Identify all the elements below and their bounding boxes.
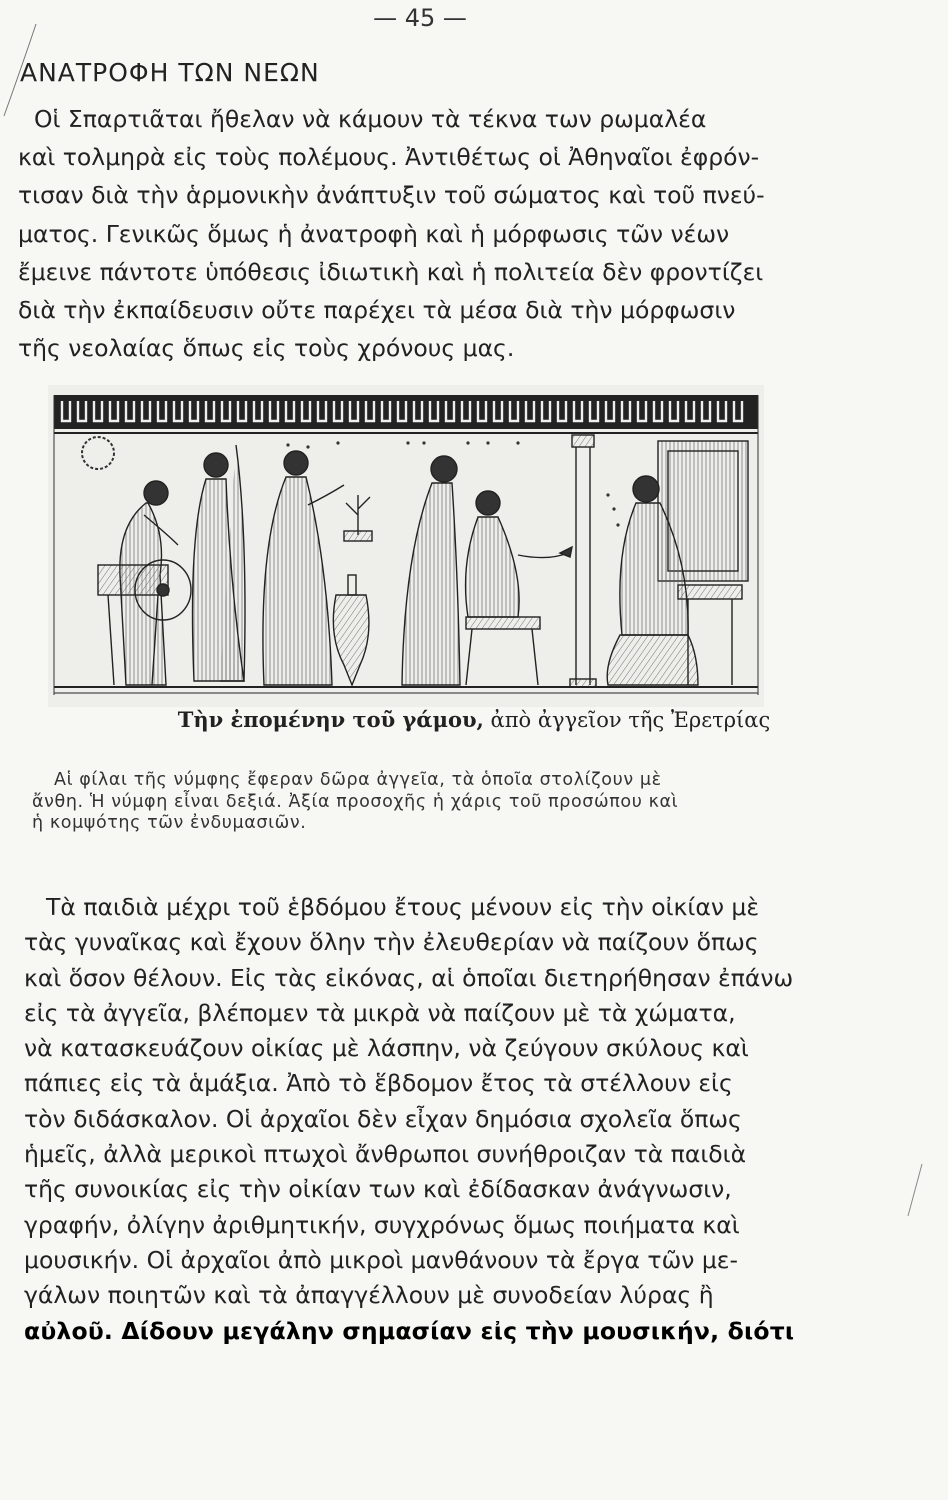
text-line: νὰ κατασκευάζουν οἰκίας μὲ λάσπην, νὰ ζεύγουν σκύλους καὶ bbox=[24, 1034, 749, 1063]
vase-painting-illustration bbox=[48, 385, 764, 707]
text-line: τῆς συνοικίας εἰς τὴν οἰκίαν των καὶ ἐδίδασκαν ἀνάγνωσιν, bbox=[24, 1175, 732, 1204]
text-line: ἡμεῖς, ἀλλὰ μερικοὶ πτωχοὶ ἄνθρωποι συνήθροιζαν τὰ παιδιὰ bbox=[24, 1140, 747, 1169]
text-line: μουσικήν. Οἱ ἀρχαῖοι ἀπὸ μικροὶ μανθάνουν τὰ ἔργα τῶν με- bbox=[24, 1245, 738, 1274]
text-line: διὰ τὴν ἐκπαίδευσιν οὔτε παρέχει τὰ μέσα διὰ τὴν μόρφωσιν bbox=[18, 296, 736, 325]
body-paragraph bbox=[24, 890, 804, 1349]
caption-title-rest: ἀπὸ ἀγγεῖον τῆς Ἐρετρίας bbox=[483, 708, 771, 732]
text-line: εἰς τὰ ἀγγεῖα, βλέπομεν τὰ μικρὰ νὰ παίζουν μὲ τὰ χώματα, bbox=[24, 998, 736, 1027]
text-line: τὸν διδάσκαλον. Οἱ ἀρχαῖοι δὲν εἶχαν δημόσια σχολεῖα ὅπως bbox=[24, 1104, 742, 1133]
text-line: τὰς γυναῖκας καὶ ἔχουν ὅλην τὴν ἐλευθερίαν νὰ παίζουν ὅπως bbox=[24, 928, 759, 957]
margin-pencil-mark bbox=[900, 1160, 930, 1220]
caption-line: ἄνθη. Ἡ νύμφη εἶναι δεξιά. Ἀξία προσοχῆς ἡ χάρις τοῦ προσώπου καὶ bbox=[32, 791, 679, 812]
caption-line: Αἱ φίλαι τῆς νύμφης ἔφεραν δῶρα ἀγγεῖα, τὰ ὁποῖα στολίζουν μὲ bbox=[54, 770, 662, 790]
text-line: πάπιες εἰς τὰ ἁμάξια. Ἀπὸ τὸ ἕβδομον ἔτος τὰ στέλλουν εἰς bbox=[24, 1069, 733, 1098]
caption-title-bold: Τὴν ἐπομένην τοῦ γάμου, bbox=[177, 707, 484, 732]
text-line: Οἱ Σπαρτιᾶται ἤθελαν νὰ κάμουν τὰ τέκνα των ρωμαλέα bbox=[34, 105, 707, 133]
figure-caption-title bbox=[0, 707, 948, 732]
intro-paragraph bbox=[18, 100, 808, 367]
text-line: ἔμεινε πάντοτε ὑπόθεσις ἰδιωτικὴ καὶ ἡ πολιτεία δὲν φροντίζει bbox=[18, 257, 764, 286]
caption-line: ἡ κομψότης τῶν ἐνδυμασιῶν. bbox=[32, 813, 307, 833]
text-line: γραφήν, ὀλίγην ἀριθμητικήν, συγχρόνως ὅμως ποιήματα καὶ bbox=[24, 1210, 740, 1239]
text-line: τισαν διὰ τὴν ἁρμονικὴν ἀνάπτυξιν τοῦ σώματος καὶ τοῦ πνεύ- bbox=[18, 181, 765, 210]
page-number: — 45 — bbox=[373, 4, 467, 32]
text-line: καὶ ὅσον θέλουν. Εἰς τὰς εἰκόνας, αἱ ὁποῖαι διετηρήθησαν ἐπάνω bbox=[24, 963, 794, 992]
text-line: ματος. Γενικῶς ὅμως ἡ ἀνατροφὴ καὶ ἡ μόρφωσις τῶν νέων bbox=[18, 219, 730, 248]
figure-caption-description bbox=[32, 770, 792, 835]
text-line: γάλων ποιητῶν καὶ τὰ ἀπαγγέλλουν μὲ συνοδείαν λύρας ἢ bbox=[24, 1281, 714, 1310]
text-line: τῆς νεολαίας ὅπως εἰς τοὺς χρόνους μας. bbox=[18, 334, 515, 363]
text-line: αὐλοῦ. Δίδουν μεγάλην σημασίαν εἰς τὴν μουσικήν, διότι bbox=[24, 1316, 795, 1345]
text-line: καὶ τολμηρὰ εἰς τοὺς πολέμους. Ἀντιθέτως οἱ Ἀθηναῖοι ἐφρόν- bbox=[18, 143, 760, 172]
page-heading: ΑΝΑΤΡΟΦΗ ΤΩΝ ΝΕΩΝ bbox=[20, 58, 320, 87]
text-line: Τὰ παιδιὰ μέχρι τοῦ ἑβδόμου ἔτους μένουν εἰς τὴν οἰκίαν μὲ bbox=[46, 893, 760, 921]
